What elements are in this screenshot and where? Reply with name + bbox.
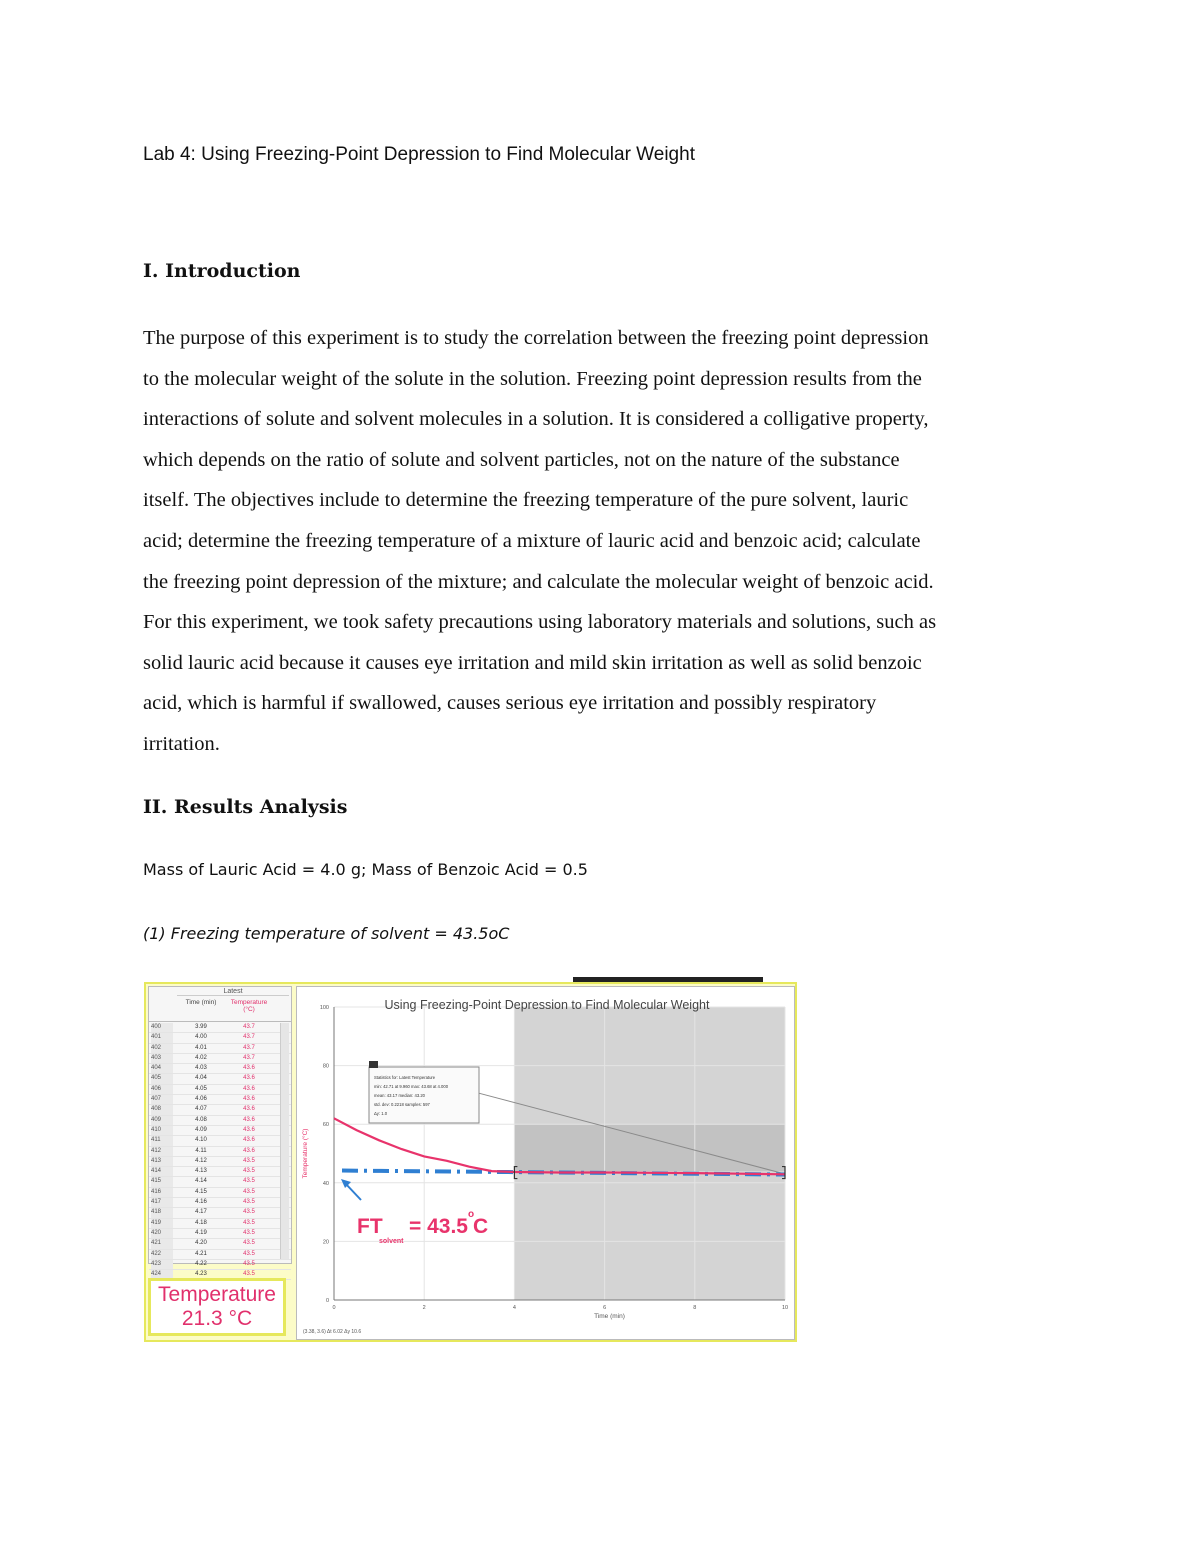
stats-line: std. dev: 0.2218 samples: 597 bbox=[374, 1102, 430, 1107]
table-header bbox=[149, 997, 291, 1022]
meter-label: Temperature bbox=[158, 1283, 276, 1306]
table-cell-idx: 405 bbox=[151, 1074, 173, 1083]
table-cell-temp: 43.6 bbox=[243, 1085, 255, 1092]
table-cell-temp: 43.6 bbox=[243, 1116, 255, 1123]
table-cell-time: 4.20 bbox=[195, 1240, 207, 1247]
table-cell-time: 4.00 bbox=[195, 1034, 207, 1041]
y-tick-label: 0 bbox=[325, 1298, 329, 1304]
x-tick-label: 0 bbox=[332, 1305, 336, 1311]
table-row[interactable] bbox=[149, 1044, 291, 1054]
x-tick-label: 10 bbox=[781, 1305, 789, 1311]
table-row[interactable] bbox=[149, 1239, 291, 1249]
temperature-graph bbox=[297, 987, 794, 1339]
table-cell-temp: 43.5 bbox=[243, 1240, 255, 1247]
table-cell-temp: 43.6 bbox=[243, 1075, 255, 1082]
temperature-column-header: Temperature (°C) bbox=[230, 999, 268, 1013]
x-tick-label: 4 bbox=[512, 1305, 516, 1311]
table-cell-time: 4.06 bbox=[195, 1096, 207, 1103]
intro-line: which depends on the ratio of solute and solvent particles, not on the nature of the substance bbox=[143, 448, 900, 471]
table-cell-time: 4.14 bbox=[195, 1178, 207, 1185]
document-title: Lab 4: Using Freezing-Point Depression to Find Molecular Weight bbox=[143, 144, 695, 165]
x-axis-label: Time (min) bbox=[594, 1313, 625, 1320]
table-cell-temp: 43.6 bbox=[243, 1106, 255, 1113]
table-row[interactable] bbox=[149, 1126, 291, 1136]
table-cell-time: 4.02 bbox=[195, 1054, 207, 1061]
table-row[interactable] bbox=[149, 1095, 291, 1105]
data-table bbox=[148, 986, 292, 1278]
table-row[interactable] bbox=[149, 1177, 291, 1187]
ft-label: FT bbox=[357, 1215, 383, 1238]
table-row[interactable] bbox=[149, 1033, 291, 1043]
table-row[interactable] bbox=[149, 1064, 291, 1074]
ft-value: = 43.5 bbox=[409, 1215, 468, 1238]
table-cell-time: 4.10 bbox=[195, 1137, 207, 1144]
ft-degree: o bbox=[468, 1209, 475, 1220]
table-cell-time: 3.99 bbox=[195, 1024, 207, 1030]
x-tick-label: 8 bbox=[693, 1305, 697, 1311]
table-cell-idx: 407 bbox=[151, 1095, 173, 1104]
table-row[interactable] bbox=[149, 1116, 291, 1126]
y-tick-label: 60 bbox=[322, 1122, 329, 1129]
table-cell-idx: 402 bbox=[151, 1044, 173, 1053]
table-cell-time: 4.16 bbox=[195, 1199, 207, 1206]
table-cell-temp: 43.5 bbox=[243, 1168, 255, 1175]
table-cell-time: 4.13 bbox=[195, 1168, 207, 1175]
statistics-box bbox=[369, 1061, 479, 1123]
table-cell-idx: 400 bbox=[151, 1023, 173, 1032]
table-cell-time: 4.19 bbox=[195, 1229, 207, 1236]
table-cell-time: 4.11 bbox=[195, 1147, 207, 1154]
table-cell-time: 4.23 bbox=[195, 1271, 207, 1278]
ft-subscript: solvent bbox=[379, 1238, 404, 1245]
intro-line: the freezing point depression of the mixture; and calculate the molecular weight of benzoic acid. bbox=[143, 570, 934, 593]
selection-shade-dark bbox=[514, 1124, 785, 1171]
table-cell-idx: 417 bbox=[151, 1198, 173, 1207]
table-cell-idx: 421 bbox=[151, 1239, 173, 1248]
table-cell-temp: 43.7 bbox=[243, 1054, 255, 1061]
introduction-paragraph bbox=[143, 318, 1063, 765]
table-cell-time: 4.04 bbox=[195, 1075, 207, 1082]
table-cell-temp: 43.6 bbox=[243, 1137, 255, 1144]
table-cell-idx: 403 bbox=[151, 1054, 173, 1063]
table-cell-idx: 412 bbox=[151, 1147, 173, 1156]
table-row[interactable] bbox=[149, 1105, 291, 1115]
table-cell-temp: 43.7 bbox=[243, 1024, 255, 1030]
table-cell-time: 4.12 bbox=[195, 1157, 207, 1164]
x-tick-label: 6 bbox=[603, 1305, 607, 1311]
table-cell-time: 4.05 bbox=[195, 1085, 207, 1092]
table-row[interactable] bbox=[149, 1136, 291, 1146]
intro-line: to the molecular weight of the solute in the solution. Freezing point depression results from the bbox=[143, 367, 922, 390]
table-cell-time: 4.17 bbox=[195, 1209, 207, 1216]
status-readout: (3.38, 3.6) Δt 6.02 Δy 10.6 bbox=[303, 1329, 362, 1335]
table-cell-temp: 43.5 bbox=[243, 1199, 255, 1206]
table-row[interactable] bbox=[149, 1147, 291, 1157]
temperature-meter bbox=[148, 1278, 286, 1336]
intro-line: interactions of solute and solvent molecules in a solution. It is considered a colligative property, bbox=[143, 408, 929, 431]
table-row[interactable] bbox=[149, 1167, 291, 1177]
table-row[interactable] bbox=[149, 1074, 291, 1084]
table-row[interactable] bbox=[149, 1198, 291, 1208]
table-cell-temp: 43.5 bbox=[243, 1178, 255, 1185]
table-cell-temp: 43.5 bbox=[243, 1157, 255, 1164]
y-tick-label: 20 bbox=[322, 1239, 329, 1246]
table-cell-time: 4.15 bbox=[195, 1188, 207, 1195]
table-row[interactable] bbox=[149, 1219, 291, 1229]
intro-line: The purpose of this experiment is to study the correlation between the freezing point depression bbox=[143, 327, 929, 349]
intro-line: solid lauric acid because it causes eye irritation and mild skin irritation as well as solid benzoic bbox=[143, 651, 922, 674]
table-cell-time: 4.22 bbox=[195, 1260, 207, 1267]
chart-title: Using Freezing-Point Depression to Find Molecular Weight bbox=[384, 998, 710, 1012]
table-cell-time: 4.01 bbox=[195, 1044, 207, 1051]
table-row[interactable] bbox=[149, 1229, 291, 1239]
table-cell-temp: 43.5 bbox=[243, 1260, 255, 1267]
arrow-to-dashed-line bbox=[341, 1179, 361, 1200]
table-cell-idx: 408 bbox=[151, 1105, 173, 1114]
table-cell-idx: 423 bbox=[151, 1260, 173, 1269]
table-row[interactable] bbox=[149, 1157, 291, 1167]
ft-annotation bbox=[357, 1209, 488, 1245]
table-cell-idx: 406 bbox=[151, 1085, 173, 1094]
y-tick-label: 80 bbox=[322, 1063, 329, 1070]
table-cell-temp: 43.6 bbox=[243, 1126, 255, 1133]
table-cell-temp: 43.6 bbox=[243, 1096, 255, 1103]
table-cell-temp: 43.5 bbox=[243, 1209, 255, 1216]
meter-value: 21.3 °C bbox=[181, 1307, 253, 1330]
table-cell-idx: 422 bbox=[151, 1250, 173, 1259]
time-column-header: Time (min) bbox=[185, 999, 217, 1006]
table-cell-temp: 43.5 bbox=[243, 1271, 255, 1278]
intro-line: itself. The objectives include to determine the freezing temperature of the pure solvent, lauric bbox=[143, 489, 909, 512]
table-row[interactable] bbox=[149, 1023, 291, 1033]
intro-line: irritation. bbox=[143, 732, 220, 755]
table-cell-temp: 43.5 bbox=[243, 1229, 255, 1236]
table-cell-time: 4.07 bbox=[195, 1106, 207, 1113]
table-row[interactable] bbox=[149, 1188, 291, 1198]
table-cell-time: 4.18 bbox=[195, 1219, 207, 1226]
table-cell-temp: 43.7 bbox=[243, 1034, 255, 1041]
stats-line: Statistics for: Latest Temperature bbox=[374, 1075, 436, 1080]
experiment-screenshot bbox=[144, 982, 797, 1342]
table-cell-time: 4.03 bbox=[195, 1065, 207, 1072]
table-cell-idx: 415 bbox=[151, 1177, 173, 1186]
table-cell-idx: 419 bbox=[151, 1219, 173, 1228]
table-cell-idx: 424 bbox=[151, 1270, 173, 1279]
table-row[interactable] bbox=[149, 1085, 291, 1095]
table-cell-temp: 43.6 bbox=[243, 1147, 255, 1154]
table-cell-temp: 43.7 bbox=[243, 1044, 255, 1051]
table-row[interactable] bbox=[149, 1208, 291, 1218]
y-axis-label: Temperature (°C) bbox=[302, 1128, 309, 1179]
x-tick-label: 2 bbox=[422, 1305, 426, 1311]
table-cell-time: 4.09 bbox=[195, 1126, 207, 1133]
mass-line: Mass of Lauric Acid = 4.0 g; Mass of Benzoic Acid = 0.5 bbox=[143, 860, 588, 879]
y-tick-label: 100 bbox=[319, 1005, 329, 1011]
table-cell-idx: 411 bbox=[151, 1136, 173, 1145]
intro-line: acid; determine the freezing temperature of a mixture of lauric acid and benzoic acid; calculate bbox=[143, 529, 921, 552]
table-cell-idx: 418 bbox=[151, 1208, 173, 1217]
table-cell-temp: 43.5 bbox=[243, 1250, 255, 1257]
table-cell-idx: 401 bbox=[151, 1033, 173, 1042]
table-row[interactable] bbox=[149, 1250, 291, 1260]
stats-line: Δy: 1.0 bbox=[374, 1111, 388, 1116]
intro-line: For this experiment, we took safety precautions using laboratory materials and solutions, such as bbox=[143, 611, 937, 634]
table-cell-idx: 420 bbox=[151, 1229, 173, 1238]
table-cell-temp: 43.5 bbox=[243, 1219, 255, 1226]
table-cell-idx: 414 bbox=[151, 1167, 173, 1176]
y-tick-label: 40 bbox=[322, 1180, 329, 1187]
table-cell-time: 4.08 bbox=[195, 1116, 207, 1123]
table-cell-idx: 413 bbox=[151, 1157, 173, 1166]
ft-unit: C bbox=[473, 1215, 489, 1238]
table-row[interactable] bbox=[149, 1260, 291, 1270]
results-heading: II. Results Analysis bbox=[143, 796, 348, 818]
stats-line: min: 42.71 at 9.960 max: 43.68 at 4.000 bbox=[374, 1084, 449, 1089]
introduction-heading: I. Introduction bbox=[143, 260, 301, 282]
table-cell-temp: 43.6 bbox=[243, 1065, 255, 1072]
table-cell-idx: 409 bbox=[151, 1116, 173, 1125]
table-cell-idx: 404 bbox=[151, 1064, 173, 1073]
table-cell-idx: 410 bbox=[151, 1126, 173, 1135]
table-cell-time: 4.21 bbox=[195, 1250, 207, 1257]
table-row[interactable] bbox=[149, 1054, 291, 1064]
table-rows bbox=[149, 1023, 291, 1280]
table-cell-idx: 416 bbox=[151, 1188, 173, 1197]
graph-panel bbox=[296, 986, 795, 1340]
table-cell-temp: 43.5 bbox=[243, 1188, 255, 1195]
stats-line: mean: 43.17 median: 43.20 bbox=[374, 1093, 425, 1098]
intro-line: acid, which is harmful if swallowed, causes serious eye irritation and possibly respiratory bbox=[143, 692, 877, 715]
freezing-temperature-line: (1) Freezing temperature of solvent = 43.5oC bbox=[143, 924, 510, 943]
table-group-label: Latest bbox=[177, 988, 289, 996]
table-scrollbar[interactable] bbox=[280, 1023, 289, 1259]
